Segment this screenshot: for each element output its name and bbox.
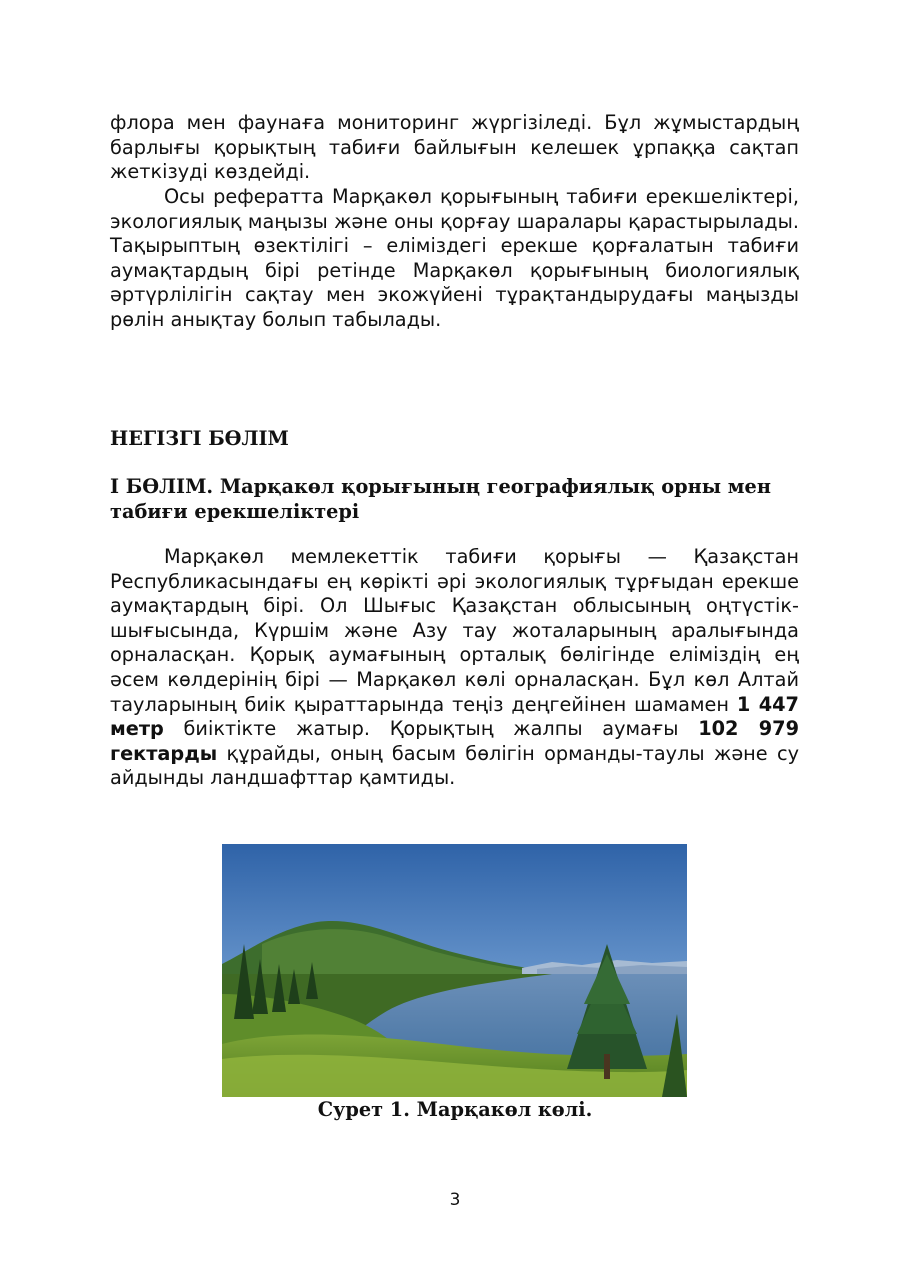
area-value: 102 979 гектарды: [110, 717, 799, 765]
lake-photo: [222, 844, 687, 1097]
figure-caption: Сурет 1. Марқакөл көлі.: [317, 1098, 593, 1121]
paragraph-text: Осы рефератта Марқакөл қорығының табиғи ерекшеліктері, экологиялық маңызы және оны қорғау шаралары қарастырылады. Тақырыптың өзектілігі – еліміздегі ерекше қорғалатын табиғи аумақтардың бірі ретінде Марқакөл қорығының биологиялық әртүрлілігін сақтау мен экожүйені тұрақтандырудағы маңызды рөлін анықтау болып табылады.: [110, 185, 799, 331]
lake-landscape-image: [222, 844, 687, 1097]
intro-paragraph-topic: [110, 185, 799, 333]
page-number: 3: [449, 1190, 461, 1210]
intro-paragraph-continued: [110, 111, 799, 185]
section-heading: I БӨЛІМ. Марқакөл қорығының географиялық орны мен табиғи ерекшеліктері: [110, 475, 771, 523]
text-run: Марқакөл мемлекеттік табиғи қорығы — Қазақстан Республикасындағы ең көрікті әрі экологиялық тұрғыдан ерекше аумақтардың бірі. Ол Шығыс Қазақстан облысының оңтүстік-шығысында, Күршім және Азу тау жоталарының аралығында орналасқан. Қорық аумағының орталық бөлігінде еліміздің ең әсем көлдерінің бірі — Марқакөл көлі орналасқан. Бұл көл Алтай тауларының биік қыраттарында теңіз деңгейінен шамамен: [110, 545, 799, 716]
paragraph-text: [110, 545, 799, 791]
text-run: құрайды, оның басым бөлігін орманды-таулы және су айдынды ландшафттар қамтиды.: [110, 741, 799, 790]
altitude-value: 1 447 метр: [110, 692, 799, 741]
geography-paragraph: [110, 545, 799, 791]
main-heading: НЕГІЗГІ БӨЛІМ: [110, 427, 289, 450]
paragraph-text: флора мен фаунаға мониторинг жүргізіледі. Бұл жұмыстардың барлығы қорықтың табиғи байлығын келешек ұрпаққа сақтап жеткізуді көздейді.: [110, 111, 799, 184]
text-run: биіктікте жатыр. Қорықтың жалпы аумағы: [163, 717, 699, 741]
